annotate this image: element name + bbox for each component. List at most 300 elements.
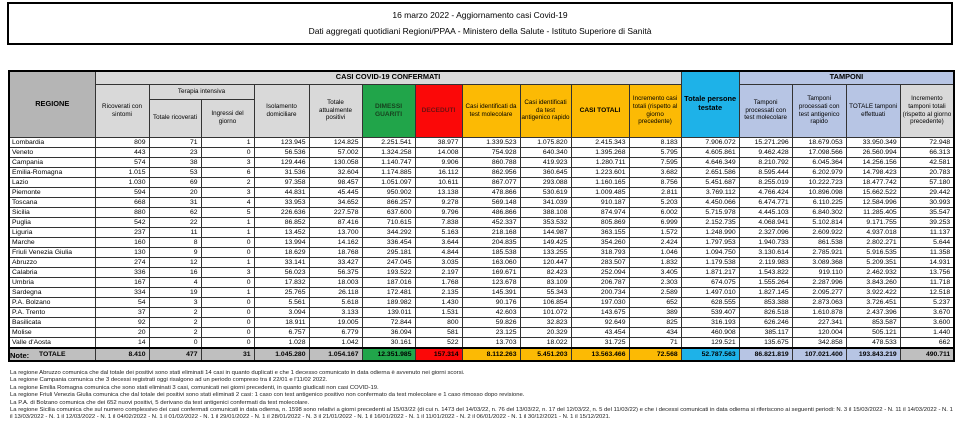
value-cell: 385.117 xyxy=(739,327,792,337)
value-cell: 1 xyxy=(201,287,254,297)
value-cell: 200.734 xyxy=(571,287,629,297)
value-cell: 43.454 xyxy=(571,327,629,337)
value-cell: 54 xyxy=(95,297,149,307)
value-cell: 15.662.522 xyxy=(846,187,900,197)
value-cell: 107.021.400 xyxy=(792,348,846,361)
value-cell: 72.948 xyxy=(900,137,954,147)
value-cell: 4.937.018 xyxy=(846,227,900,237)
value-cell: 389 xyxy=(629,307,681,317)
col-header-attualmente-positivi: Totale attualmente positivi xyxy=(309,84,362,137)
value-cell: 25.765 xyxy=(254,287,309,297)
value-cell: 33.141 xyxy=(254,257,309,267)
col-header-casi-molecolare: Casi identificati da test molecolare xyxy=(462,84,520,137)
value-cell: 124.825 xyxy=(309,137,362,147)
region-name-cell: Piemonte xyxy=(9,187,95,197)
table-row xyxy=(9,167,954,177)
value-cell: 7.906.072 xyxy=(681,137,739,147)
value-cell: 1.555.264 xyxy=(739,277,792,287)
region-name-cell: Friuli Venezia Giulia xyxy=(9,247,95,257)
value-cell: 6.757 xyxy=(254,327,309,337)
value-cell: 71 xyxy=(149,137,201,147)
value-cell: 4 xyxy=(201,197,254,207)
value-cell: 910.187 xyxy=(571,197,629,207)
table-row xyxy=(9,277,954,287)
region-name-cell: Abruzzo xyxy=(9,257,95,267)
value-cell: 9.171.755 xyxy=(846,217,900,227)
value-cell: 123.945 xyxy=(254,137,309,147)
value-cell: 486.866 xyxy=(462,207,520,217)
value-cell: 1.046 xyxy=(629,247,681,257)
value-cell: 874.974 xyxy=(571,207,629,217)
value-cell: 5.209.351 xyxy=(846,257,900,267)
value-cell: 30.993 xyxy=(900,197,954,207)
value-cell: 652 xyxy=(629,297,681,307)
value-cell: 10.611 xyxy=(415,177,462,187)
value-cell: 581 xyxy=(415,327,462,337)
value-cell: 295.181 xyxy=(362,247,415,257)
value-cell: 37 xyxy=(95,307,149,317)
value-cell: 56.023 xyxy=(254,267,309,277)
value-cell: 0 xyxy=(201,277,254,287)
value-cell: 2.462.932 xyxy=(846,267,900,277)
value-cell: 1.797.953 xyxy=(681,237,739,247)
value-cell: 10.222.723 xyxy=(792,177,846,187)
value-cell: 334 xyxy=(95,287,149,297)
value-cell: 33.427 xyxy=(309,257,362,267)
col-header-dimessi-guariti: DIMESSI GUARITI xyxy=(362,84,415,137)
notes-title: Note: xyxy=(10,351,30,360)
region-name-cell: Valle d'Aosta xyxy=(9,337,95,348)
value-cell: 187.016 xyxy=(362,277,415,287)
value-cell: 11 xyxy=(149,227,201,237)
value-cell: 274 xyxy=(95,257,149,267)
col-header-isolamento: Isolamento domiciliare xyxy=(254,84,309,137)
value-cell: 144.987 xyxy=(520,227,571,237)
value-cell: 32.823 xyxy=(520,317,571,327)
value-cell: 62 xyxy=(149,207,201,217)
value-cell: 3.133 xyxy=(309,307,362,317)
value-cell: 72.568 xyxy=(629,348,681,361)
value-cell: 2.589 xyxy=(629,287,681,297)
value-cell: 130 xyxy=(95,247,149,257)
value-cell: 5.795 xyxy=(629,147,681,157)
value-cell: 39.253 xyxy=(900,217,954,227)
value-cell: 3 xyxy=(201,267,254,277)
value-cell: 92 xyxy=(95,317,149,327)
value-cell: 336.454 xyxy=(362,237,415,247)
value-cell: 11.718 xyxy=(900,277,954,287)
value-cell: 4.844 xyxy=(415,247,462,257)
value-cell: 5.916.535 xyxy=(846,247,900,257)
value-cell: 6.779 xyxy=(309,327,362,337)
table-row xyxy=(9,137,954,147)
value-cell: 4.068.941 xyxy=(739,217,792,227)
value-cell: 1.094.750 xyxy=(681,247,739,257)
value-cell: 1.324.258 xyxy=(362,147,415,157)
value-cell: 237 xyxy=(95,227,149,237)
value-cell: 14.256.156 xyxy=(846,157,900,167)
value-cell: 2.802.271 xyxy=(846,237,900,247)
value-cell: 0 xyxy=(201,147,254,157)
value-cell: 0 xyxy=(201,317,254,327)
value-cell: 1.827.145 xyxy=(739,287,792,297)
value-cell: 36.094 xyxy=(362,327,415,337)
value-cell: 197.030 xyxy=(571,297,629,307)
value-cell: 5.451.687 xyxy=(681,177,739,187)
value-cell: 1.832 xyxy=(629,257,681,267)
value-cell: 133.255 xyxy=(520,247,571,257)
value-cell: 1.768 xyxy=(415,277,462,287)
value-cell: 45.445 xyxy=(309,187,362,197)
value-cell: 388.108 xyxy=(520,207,571,217)
value-cell: 530.619 xyxy=(520,187,571,197)
notes-list xyxy=(10,370,953,422)
value-cell: 87.416 xyxy=(309,217,362,227)
region-name-cell: Puglia xyxy=(9,217,95,227)
value-cell: 316.193 xyxy=(681,317,739,327)
value-cell: 1.075.820 xyxy=(520,137,571,147)
value-cell: 5.618 xyxy=(309,297,362,307)
value-cell: 8 xyxy=(149,237,201,247)
value-cell: 0 xyxy=(201,337,254,348)
value-cell: 1 xyxy=(201,217,254,227)
region-name-cell: Liguria xyxy=(9,227,95,237)
value-cell: 662 xyxy=(900,337,954,348)
value-cell: 341.039 xyxy=(520,197,571,207)
value-cell: 478.533 xyxy=(846,337,900,348)
value-cell: 3 xyxy=(149,297,201,307)
value-cell: 92.649 xyxy=(571,317,629,327)
value-cell: 9 xyxy=(149,247,201,257)
value-cell: 86.852 xyxy=(254,217,309,227)
value-cell: 2.415.343 xyxy=(571,137,629,147)
value-cell: 809 xyxy=(95,137,149,147)
value-cell: 626.246 xyxy=(739,317,792,327)
value-cell: 69 xyxy=(149,177,201,187)
value-cell: 2.327.096 xyxy=(739,227,792,237)
value-cell: 668 xyxy=(95,197,149,207)
value-cell: 342.858 xyxy=(792,337,846,348)
value-cell: 477 xyxy=(149,348,201,361)
value-cell: 1.280.711 xyxy=(571,157,629,167)
value-cell: 0 xyxy=(149,337,201,348)
value-cell: 20 xyxy=(95,327,149,337)
note-line: La regione Campania comunica che 3 decessi registrati oggi risalgono ad un periodo compreso tra il 22/01 e l'11/02 2022. xyxy=(10,377,328,384)
col-header-totale-tamponi: TOTALE tamponi effettuati xyxy=(846,84,900,137)
value-cell: 4.605.861 xyxy=(681,147,739,157)
value-cell: 252.094 xyxy=(571,267,629,277)
value-cell: 2 xyxy=(149,307,201,317)
value-cell: 18.477.742 xyxy=(846,177,900,187)
value-cell: 218.168 xyxy=(462,227,520,237)
value-cell: 1.045.280 xyxy=(254,348,309,361)
value-cell: 31 xyxy=(149,197,201,207)
value-cell: 2.873.063 xyxy=(792,297,846,307)
region-name-cell: P.A. Trento xyxy=(9,307,95,317)
col-header-incremento-casi: Incremento casi totali (rispetto al giorno precedente) xyxy=(629,84,681,137)
value-cell: 34.652 xyxy=(309,197,362,207)
value-cell: 17.098.566 xyxy=(792,147,846,157)
value-cell: 360.645 xyxy=(520,167,571,177)
value-cell: 5.561 xyxy=(254,297,309,307)
note-line: La regione Abruzzo comunica che dal totale dei positivi sono stati eliminati 14 casi in quanto duplicati e che 1 decesso comunicato in data odierna è avvenuto nei giorni scorsi. xyxy=(10,370,465,376)
value-cell: 8.255.019 xyxy=(739,177,792,187)
value-cell: 38 xyxy=(149,157,201,167)
col-header-tamponi-molecolare: Tamponi processati con test molecolare xyxy=(739,84,792,137)
value-cell: 9.278 xyxy=(415,197,462,207)
value-cell: 86.821.819 xyxy=(739,348,792,361)
value-cell: 353.532 xyxy=(520,217,571,227)
value-cell: 5.715.978 xyxy=(681,207,739,217)
value-cell: 120.004 xyxy=(792,327,846,337)
notes-section xyxy=(10,351,953,422)
value-cell: 6.840.302 xyxy=(792,207,846,217)
value-cell: 13.756 xyxy=(900,267,954,277)
group-header-terapia-intensiva: Terapia intensiva xyxy=(149,84,254,99)
value-cell: 2.424 xyxy=(629,237,681,247)
table-row xyxy=(9,197,954,207)
value-cell: 97.358 xyxy=(254,177,309,187)
value-cell: 26.118 xyxy=(309,287,362,297)
value-cell: 55.343 xyxy=(520,287,571,297)
value-cell: 7.595 xyxy=(629,157,681,167)
value-cell: 2.651.586 xyxy=(681,167,739,177)
value-cell: 2.197 xyxy=(415,267,462,277)
value-cell: 542 xyxy=(95,217,149,227)
table-row xyxy=(9,267,954,277)
value-cell: 640.340 xyxy=(520,147,571,157)
value-cell: 1.248.990 xyxy=(681,227,739,237)
note-line: La regione Sicilia comunica che sul numero complessivo dei casi confermati comunicati in data odierna, n. 1598 sono relativi a giorni precedenti al 15/03/22 (di cui n. 1473 del 14/03/22, n. 76 del 13/03/22, n. 17 del 12/03/22, n. 5 del 11/03/22) e che i decessi comunicati in data odierna si riferiscono ai seguenti periodi: N. 3 il 15/03/2022 - N. 11 il 14/03/2022 - N. 1 il 13/03/2022 - N. 1 il 12/03/2022 - N. 1 il 04/02/2022 - N. 1 il 01/02/2022 - N. 1 il 29/01/2022 - N. 1 il 28/01/2022 - N. 3 il 21/01/2022 - N. 1 il 16/01/2022 - N. 1 il 11/01/2022 - N. 2 il 06/01/2022 - N. 1 il 30/12/2021 - N. 1 il 15/12/2021. xyxy=(10,406,953,421)
value-cell: 90.176 xyxy=(462,297,520,307)
table-body xyxy=(9,137,954,361)
value-cell: 1.054.167 xyxy=(309,348,362,361)
value-cell: 354.260 xyxy=(571,237,629,247)
table-row xyxy=(9,177,954,187)
value-cell: 13.138 xyxy=(415,187,462,197)
sub-header-row-1 xyxy=(9,84,954,99)
value-cell: 10.896.098 xyxy=(792,187,846,197)
value-cell: 59.826 xyxy=(462,317,520,327)
value-cell: 14 xyxy=(95,337,149,348)
value-cell: 1.179.538 xyxy=(681,257,739,267)
value-cell: 26.560.994 xyxy=(846,147,900,157)
value-cell: 13.452 xyxy=(254,227,309,237)
value-cell: 12.584.996 xyxy=(846,197,900,207)
value-cell: 505.121 xyxy=(846,327,900,337)
group-header-tamponi: TAMPONI xyxy=(739,71,954,84)
value-cell: 226.636 xyxy=(254,207,309,217)
value-cell: 434 xyxy=(629,327,681,337)
value-cell: 18.911 xyxy=(254,317,309,327)
value-cell: 826.518 xyxy=(739,307,792,317)
region-name-cell: Sardegna xyxy=(9,287,95,297)
value-cell: 861.538 xyxy=(792,237,846,247)
value-cell: 7.838 xyxy=(415,217,462,227)
value-cell: 293.088 xyxy=(520,177,571,187)
value-cell: 574 xyxy=(95,157,149,167)
value-cell: 20.329 xyxy=(520,327,571,337)
value-cell: 56.375 xyxy=(309,267,362,277)
value-cell: 12.351.985 xyxy=(362,348,415,361)
value-cell: 57.002 xyxy=(309,147,362,157)
value-cell: 83.109 xyxy=(520,277,571,287)
value-cell: 363.155 xyxy=(571,227,629,237)
value-cell: 2 xyxy=(149,317,201,327)
region-name-cell: Lombardia xyxy=(9,137,95,147)
value-cell: 66.313 xyxy=(900,147,954,157)
value-cell: 3.726.451 xyxy=(846,297,900,307)
value-cell: 169.671 xyxy=(462,267,520,277)
value-cell: 2.811 xyxy=(629,187,681,197)
value-cell: 452.337 xyxy=(462,217,520,227)
value-cell: 2.609.922 xyxy=(792,227,846,237)
value-cell: 490.711 xyxy=(900,348,954,361)
note-line: La regione Emilia Romagna comunica che sono stati eliminati 3 casi, comunicati nei giorni precedenti, in quanto giudicati non casi COVID-19. xyxy=(10,384,379,391)
value-cell: 9.796 xyxy=(415,207,462,217)
value-cell: 247.045 xyxy=(362,257,415,267)
value-cell: 8.410 xyxy=(95,348,149,361)
value-cell: 1.497.010 xyxy=(681,287,739,297)
value-cell: 2.119.983 xyxy=(739,257,792,267)
value-cell: 880 xyxy=(95,207,149,217)
value-cell: 19 xyxy=(149,287,201,297)
region-name-cell: Lazio xyxy=(9,177,95,187)
value-cell: 3.089.368 xyxy=(792,257,846,267)
region-name-cell: Emilia-Romagna xyxy=(9,167,95,177)
value-cell: 11.285.405 xyxy=(846,207,900,217)
col-header-tamponi-antigenico: Tamponi processati con test antigenico rapido xyxy=(792,84,846,137)
value-cell: 3.644 xyxy=(415,237,462,247)
value-cell: 42.581 xyxy=(900,157,954,167)
value-cell: 135.675 xyxy=(739,337,792,348)
value-cell: 1.430 xyxy=(415,297,462,307)
region-name-cell: Umbria xyxy=(9,277,95,287)
value-cell: 172.481 xyxy=(362,287,415,297)
table-row xyxy=(9,297,954,307)
value-cell: 8.595.444 xyxy=(739,167,792,177)
value-cell: 193.843.219 xyxy=(846,348,900,361)
value-cell: 862.956 xyxy=(462,167,520,177)
value-cell: 6.002 xyxy=(629,207,681,217)
col-header-totale-ricoverati: Totale ricoverati xyxy=(149,99,201,137)
value-cell: 419.923 xyxy=(520,157,571,167)
value-cell: 1.871.217 xyxy=(681,267,739,277)
value-cell: 11.358 xyxy=(900,247,954,257)
value-cell: 9.906 xyxy=(415,157,462,167)
value-cell: 56.536 xyxy=(254,147,309,157)
value-cell: 82.423 xyxy=(520,267,571,277)
value-cell: 32.604 xyxy=(309,167,362,177)
table-row xyxy=(9,207,954,217)
col-header-incremento-tamponi: Incremento tamponi totali (rispetto al giorno precedente) xyxy=(900,84,954,137)
table-row xyxy=(9,157,954,167)
value-cell: 318.793 xyxy=(571,247,629,257)
value-cell: 72.844 xyxy=(362,317,415,327)
value-cell: 143.675 xyxy=(571,307,629,317)
value-cell: 5.102.814 xyxy=(792,217,846,227)
value-cell: 1.030 xyxy=(95,177,149,187)
region-name-cell: Molise xyxy=(9,327,95,337)
value-cell: 1.940.733 xyxy=(739,237,792,247)
value-cell: 22 xyxy=(149,217,201,227)
value-cell: 1.160.165 xyxy=(571,177,629,187)
value-cell: 53 xyxy=(149,167,201,177)
value-cell: 1.009.485 xyxy=(571,187,629,197)
value-cell: 157.314 xyxy=(415,348,462,361)
value-cell: 101.072 xyxy=(520,307,571,317)
value-cell: 336 xyxy=(95,267,149,277)
value-cell: 15.271.296 xyxy=(739,137,792,147)
value-cell: 3.843.260 xyxy=(846,277,900,287)
value-cell: 38.977 xyxy=(415,137,462,147)
value-cell: 1.610.878 xyxy=(792,307,846,317)
value-cell: 853.587 xyxy=(846,317,900,327)
value-cell: 14.931 xyxy=(900,257,954,267)
value-cell: 866.257 xyxy=(362,197,415,207)
value-cell: 16.112 xyxy=(415,167,462,177)
value-cell: 1.543.822 xyxy=(739,267,792,277)
value-cell: 71 xyxy=(629,337,681,348)
value-cell: 120.447 xyxy=(520,257,571,267)
value-cell: 522 xyxy=(415,337,462,348)
value-cell: 5.203 xyxy=(629,197,681,207)
value-cell: 3.600 xyxy=(900,317,954,327)
value-cell: 1 xyxy=(201,257,254,267)
col-header-persone-testate: Totale persone testate xyxy=(681,71,739,137)
value-cell: 283.507 xyxy=(571,257,629,267)
group-header-casi-confermati: CASI COVID-19 CONFERMATI xyxy=(95,71,681,84)
value-cell: 18.003 xyxy=(309,277,362,287)
value-cell: 2 xyxy=(149,327,201,337)
value-cell: 13.563.466 xyxy=(571,348,629,361)
value-cell: 57.180 xyxy=(900,177,954,187)
value-cell: 30.161 xyxy=(362,337,415,348)
region-name-cell: Veneto xyxy=(9,147,95,157)
value-cell: 163.060 xyxy=(462,257,520,267)
region-name-cell: Calabria xyxy=(9,267,95,277)
value-cell: 754.928 xyxy=(462,147,520,157)
col-header-casi-antigenico: Casi identificati da test antigenico rapido xyxy=(520,84,571,137)
value-cell: 867.077 xyxy=(462,177,520,187)
note-line: La regione Friuli Venezia Giulia comunica che dal totale dei positivi sono stati eliminati 2 casi: 1 caso con test antigenico positivo non confermato da test molecolare e 1 caso rimosso dopo revisione. xyxy=(10,392,525,399)
value-cell: 20.783 xyxy=(900,167,954,177)
value-cell: 569.148 xyxy=(462,197,520,207)
value-cell: 3.670 xyxy=(900,307,954,317)
value-cell: 919.110 xyxy=(792,267,846,277)
table-row xyxy=(9,147,954,157)
table-row xyxy=(9,337,954,348)
value-cell: 31.725 xyxy=(571,337,629,348)
value-cell: 18.022 xyxy=(520,337,571,348)
value-cell: 31.536 xyxy=(254,167,309,177)
value-cell: 4.445.103 xyxy=(739,207,792,217)
value-cell: 1.140.747 xyxy=(362,157,415,167)
value-cell: 1.015 xyxy=(95,167,149,177)
value-cell: 825 xyxy=(629,317,681,327)
value-cell: 0 xyxy=(201,237,254,247)
value-cell: 145.391 xyxy=(462,287,520,297)
value-cell: 0 xyxy=(201,307,254,317)
col-header-casi-totali: CASI TOTALI xyxy=(571,84,629,137)
value-cell: 129.446 xyxy=(254,157,309,167)
value-cell: 23.125 xyxy=(462,327,520,337)
value-cell: 0 xyxy=(201,247,254,257)
value-cell: 2.095.277 xyxy=(792,287,846,297)
col-header-regione: REGIONE xyxy=(9,71,95,137)
group-header-row xyxy=(9,71,954,84)
value-cell: 1.174.885 xyxy=(362,167,415,177)
